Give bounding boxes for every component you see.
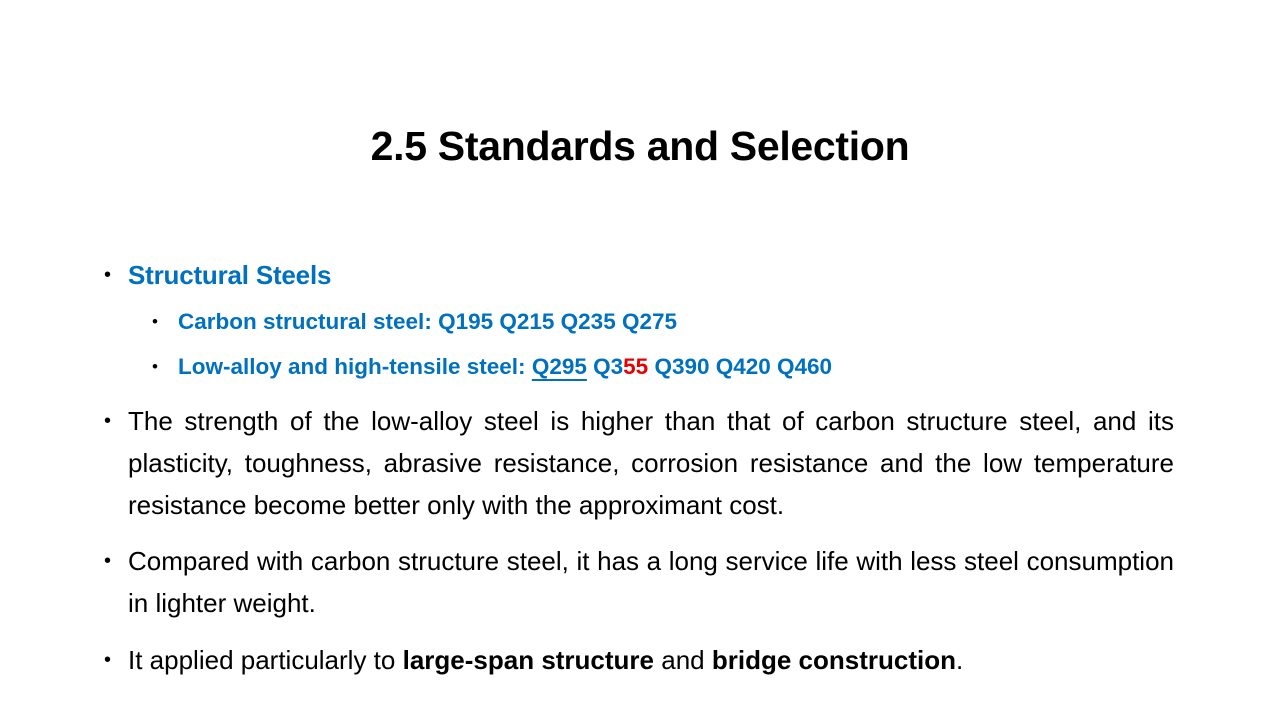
grade-q355-highlight: 55	[623, 354, 649, 379]
low-alloy-grades-rest: Q390 Q420 Q460	[654, 354, 833, 379]
application-large-span: large-span structure	[402, 645, 655, 675]
bullet-application-text	[128, 639, 1174, 681]
application-bridge: bridge construction	[711, 645, 956, 675]
bullet-label-structural-steels: Structural Steels	[128, 260, 332, 290]
slide-title: 2.5 Standards and Selection	[370, 123, 910, 169]
bullet-strength	[104, 400, 1174, 526]
grade-q295-link[interactable]: Q295	[531, 354, 587, 379]
bullet-service-life-text: Compared with carbon structure steel, it has a long service life with less steel consumption in lighter weight.	[128, 546, 1174, 618]
bullet-dot-icon: •	[152, 312, 158, 331]
bullet-dot-icon: •	[104, 550, 112, 572]
grade-q355	[593, 354, 648, 379]
bullet-dot-icon: •	[104, 264, 112, 286]
bullet-structural-steels	[104, 254, 1174, 296]
application-connector: and	[661, 645, 705, 675]
application-suffix: .	[956, 645, 964, 675]
carbon-steel-label: Carbon structural steel:	[178, 309, 432, 334]
bullet-application	[104, 639, 1174, 681]
bullet-strength-text: The strength of the low-alloy steel is higher than that of carbon structure steel, and its plasticity, toughness, abrasive resistance, corrosion resistance and the low temperature resistance become better only with the approximant cost.	[128, 406, 1174, 520]
subbullet-carbon-text	[178, 306, 1152, 338]
bullet-dot-icon: •	[104, 410, 112, 432]
bullet-dot-icon: •	[152, 357, 158, 376]
subbullet-carbon-steel	[152, 306, 1152, 338]
bullet-dot-icon: •	[104, 649, 112, 671]
application-prefix: It applied particularly to	[128, 645, 396, 675]
bullet-service-life	[104, 540, 1174, 624]
carbon-steel-grades: Q195 Q215 Q235 Q275	[438, 309, 677, 334]
grade-q355-prefix: Q3	[593, 354, 624, 379]
low-alloy-label: Low-alloy and high-tensile steel:	[178, 354, 526, 379]
subbullet-low-alloy-steel	[152, 351, 1152, 383]
subbullet-low-alloy-text	[178, 351, 1152, 383]
